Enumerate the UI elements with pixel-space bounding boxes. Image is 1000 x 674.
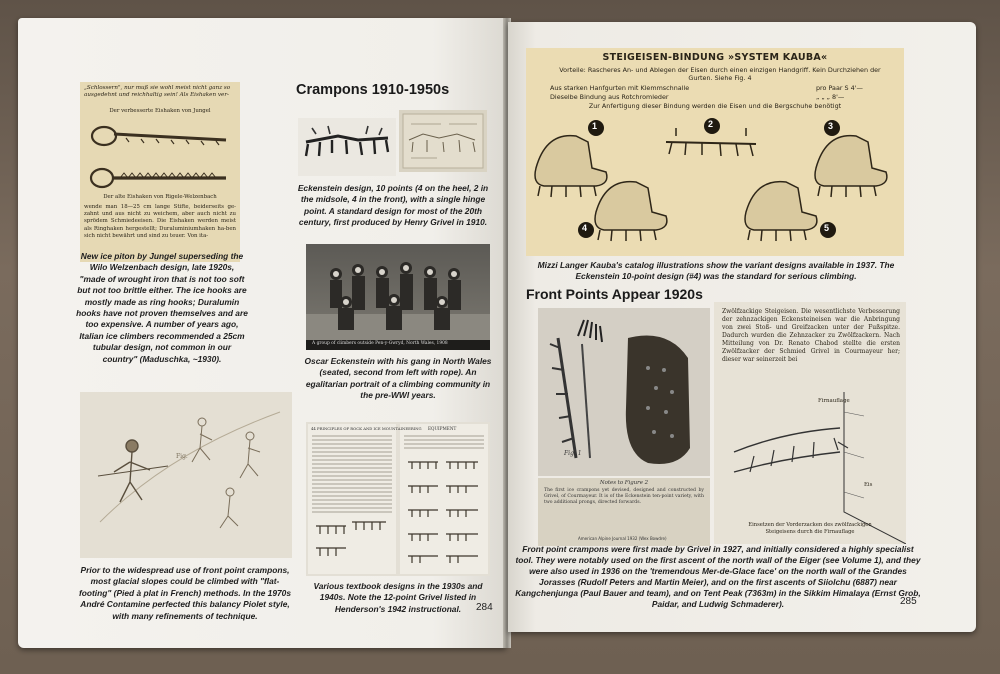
page-number-right: 285 [900, 596, 917, 607]
drawing-caption: Einsetzen der Vorderzacken des zwölfzackigen Steigeisens durch die Firnauflage [748, 522, 872, 535]
caption-eckenstein-design: Eckenstein design, 10 points (4 on the heel, 2 in the midsole, 4 in the front), with a single hinge point. A standard design for most of the 20th century, first produced by Henry Grivel in 1910. [297, 183, 489, 228]
left-page [18, 18, 506, 648]
notes-title: Notes to Figure 2 [599, 480, 649, 486]
right-page [508, 22, 976, 632]
notes-to-figure-scan [538, 478, 710, 546]
textbook-right-header: EQUIPMENT [428, 426, 457, 431]
grivel-crampon-photo [538, 308, 710, 476]
ice-hook-drawing-2 [86, 162, 234, 194]
caption-front-points: Front point crampons were first made by Grivel in 1927, and initially considered a highly specialist tool. They were notably used on the first ascent of the north wall of the Eiger (see Volume 1), and they were also used in 1936 on the 'tremendous Mer-de-Glace face' on the north wall of the Grandes Jorasses (Rudolf Peters and Martin Meier), and on the first ascents of Siiolchu (6887) near Kangchenjunga (Paul Bauer and team), and on Tent Peak (7363m) in the Sikkim Himalaya (Ernst Grob, Paidar, and Ludwig Schmaderer). [515, 544, 921, 609]
ice-hook-body-text: wende man 18—25 cm lange Stifte, beiderseits ge-zahnt und aus nicht zu weichem, aber auch nicht zu sprödem Schmiedeeisen. Die Eishaken werden meist als Ringhaken hergestellt; Duraluminiumhaken ha-ben sich nicht bewährt und sind zu teuer. Von ita- [84, 204, 236, 239]
kauba-line-3-price: „ „ „ 8'— [816, 93, 845, 101]
group-photo-drawing [306, 244, 490, 350]
kauba-line-2-price: pro Paar S 4'— [816, 84, 863, 92]
kauba-line-4: Zur Anfertigung dieser Bindung werden die Eisen und die Bergschuhe benötigt [588, 102, 842, 110]
ice-hook-scan-top-text: „Schlossern", nur muß sie wohl meist nicht ganz so ausgedehnt und reichhaltig sein! Als Eishaken ver- [84, 85, 231, 98]
textbook-left-header: 44 PRINCIPLES OF ROCK AND ICE MOUNTAINEERING [311, 426, 422, 431]
kauba-fig-number-2: 2 [708, 119, 714, 129]
caption-ice-piton: New ice piton by Jungel superseding the Wilo Welzenbach design, late 1920s, "made of wrought iron that is not too soft but not too brittle either. The ice hooks are mostly made as ring hooks; Duralumin hooks have not proven themselves and are too expensive. A number of years ago, Italian ice climbers recommended a 25cm tubular design, not common in our country" (Maduschka, ~1930). [76, 251, 248, 364]
ice-hook-label-1: Der verbesserte Eishaken von Jungel [109, 108, 211, 114]
group-photo-small-caption: A group of climbers outside Pen-y-Gwryd, North Wales, 1908 [312, 341, 448, 346]
svg-text:Fig.: Fig. [176, 453, 188, 460]
flat-footing-sketch [80, 392, 292, 558]
eckenstein-crampon-photo [298, 118, 396, 176]
kauba-catalog-scan [526, 48, 904, 256]
kauba-line-2-label: Aus starken Hanfgurten mit Klemmschnalle [550, 84, 690, 92]
kauba-line-1: Vorteile: Rascheres An- und Ablegen der Eisen durch einen einzigen Handgriff. Kein Durchziehen der Gurten. Siehe Fig. 4 [559, 66, 881, 83]
kauba-fig-number-1: 1 [592, 121, 598, 131]
ice-hook-label-2: Der alte Eishaken von Rigele-Welzenbach [103, 194, 217, 200]
notes-text: The first ice crampons yet devised, designed and constructed by Grivel, of Courmayeur. It is of the Eckenstein ten-point variety, with two additional prongs, directed forwards. [544, 488, 704, 505]
left-page-title: Crampons 1910-1950s [296, 82, 450, 98]
crampon-photo-drawing [298, 118, 396, 176]
eckenstein-group-photo [306, 244, 490, 350]
german-text: Zwölfzackige Steigeisen. Die wesentlichste Verbesserung der zehnzackigen Eckensteineisen war die Anbringung von zwei Stoß- und Greifzacken unter der Fußspitze. Dadurch wurden die Zehnzacker zu Zwölfzackern. Nach Mitteilung von Dr. Renato Chabod stellte die ersten Zwölfzacker der Schmied Grivel in Courmayeur her; dieser war seinerzeit bei [722, 308, 900, 363]
kauba-title: STEIGEISEN-BINDUNG »SYSTEM KAUBA« [602, 52, 828, 63]
ice-hook-drawing-1 [86, 116, 234, 156]
kauba-fig-number-4: 4 [582, 223, 588, 233]
caption-kauba: Mizzi Langer Kauba's catalog illustrations show the variant designs available in 1937. The Eckenstein 10-point design (#4) was the standard for serious climbing. [537, 260, 895, 282]
kauba-fig-number-3: 3 [828, 121, 834, 131]
caption-flat-footing: Prior to the widespread use of front point crampons, most glacial slopes could be climbed with "flat-footing" (Pied à plat in French) methods. In the 1970s André Contamine perfected this balancy Piolet style, with many refinements of technique. [79, 565, 291, 621]
ice-hook-scan [80, 82, 240, 262]
crampon-sketch-photo [399, 110, 487, 172]
caption-eckenstein-gang: Oscar Eckenstein with his gang in North Wales (seated, second from left with rope). An egalitarian portrait of a climbing community in the pre-WWI years. [304, 356, 492, 401]
notes-source: American Alpine Journal 1932 (Wex Bowdre) [578, 536, 667, 541]
kauba-fig-number-5: 5 [824, 223, 830, 233]
crampon-sketch-drawing [399, 110, 487, 172]
textbook-scan-drawing [306, 422, 490, 576]
front-points-title: Front Points Appear 1920s [526, 286, 703, 302]
textbook-scan [306, 422, 490, 576]
grivel-fig-label: Fig. 1 [564, 450, 582, 457]
kauba-line-3-label: Dieselbe Bindung aus Rotchromleder [550, 93, 669, 101]
kauba-drawings [526, 112, 904, 256]
zwoelfzacker-scan [714, 302, 906, 544]
caption-textbook: Various textbook designs in the 1930s and 1940s. Note the 12-point Grivel listed in Henderson's 1942 instructional. [313, 581, 483, 614]
page-number-left: 284 [476, 602, 493, 613]
flat-footing-drawing [80, 392, 292, 558]
eis-label: Eis [864, 482, 873, 488]
firnauflage-label: Firnauflage [818, 398, 850, 404]
